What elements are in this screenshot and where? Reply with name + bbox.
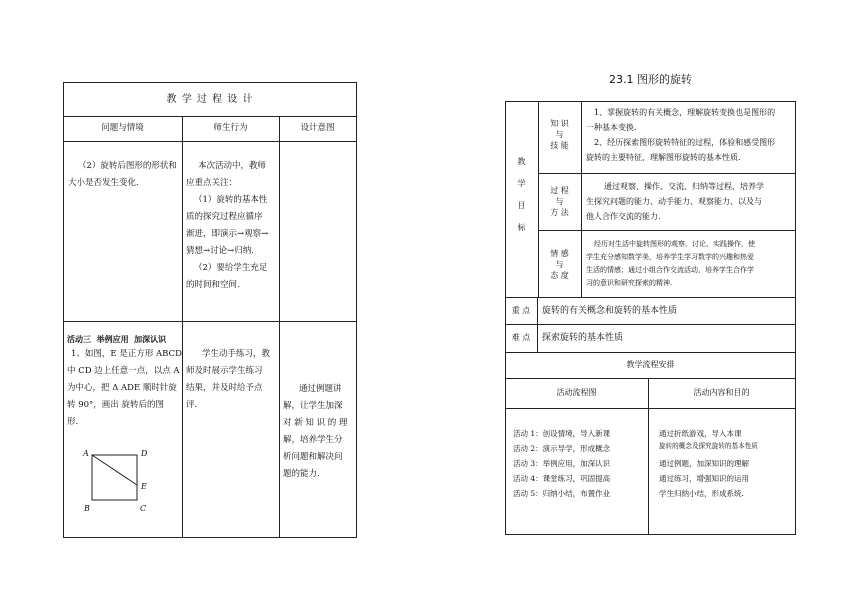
vertex-label-c: C <box>140 504 147 513</box>
key-point-label: 重 点 <box>511 306 531 315</box>
header-design-intent: 设计意图 <box>300 123 335 133</box>
vertex-label-b: B <box>84 504 90 513</box>
vertex-label-a: A <box>83 449 89 458</box>
activity-three-heading: 活动三 举例应用 加深认识 <box>67 335 167 344</box>
difficulty-label: 难 点 <box>511 333 531 342</box>
flow-header-chart: 活动流程图 <box>556 388 597 397</box>
list-item: 活动 3：举例应用，加深认识 <box>513 459 611 468</box>
vertex-label-d: D <box>141 449 148 458</box>
difficulty-text: 探索旋转的基本性质 <box>542 333 624 343</box>
row1-problem-text: （2）旋转后图形的形状和大小是否发生变化. <box>68 161 177 188</box>
list-item: 活动 5：归纳小结，布置作业 <box>513 489 611 498</box>
key-point-text: 旋转的有关概念和旋转的基本性质 <box>542 306 678 316</box>
vertex-label-e: E <box>141 482 147 491</box>
lesson-process-title: 教 学 过 程 设 计 <box>166 94 254 105</box>
list-item: 活动 2：演示导学，形成概念 <box>513 444 611 453</box>
list-item: 学生归纳小结，形成系统. <box>659 489 744 498</box>
list-item: 活动 4：课堂练习，巩固提高 <box>513 474 611 483</box>
list-item: 通过折纸游戏，导入本课 <box>659 429 742 438</box>
header-problem-situation: 问题与情境 <box>101 123 144 133</box>
teaching-flow-title: 教学流程安排 <box>626 360 675 369</box>
section-title: 23.1 图形的旋转 <box>609 73 692 86</box>
square-abcd-figure <box>80 448 160 518</box>
flow-header-content-purpose: 活动内容和目的 <box>693 388 750 397</box>
header-teacher-student-behavior: 师生行为 <box>213 123 248 133</box>
list-item: 旋转的概念及探究旋转的基本性质 <box>659 442 758 450</box>
list-item: 活动 1：创设情境，导入新课 <box>513 429 611 438</box>
list-item: 通过例题，加深知识的理解 <box>659 459 749 468</box>
list-item: 通过练习，增强知识的运用 <box>659 474 749 483</box>
